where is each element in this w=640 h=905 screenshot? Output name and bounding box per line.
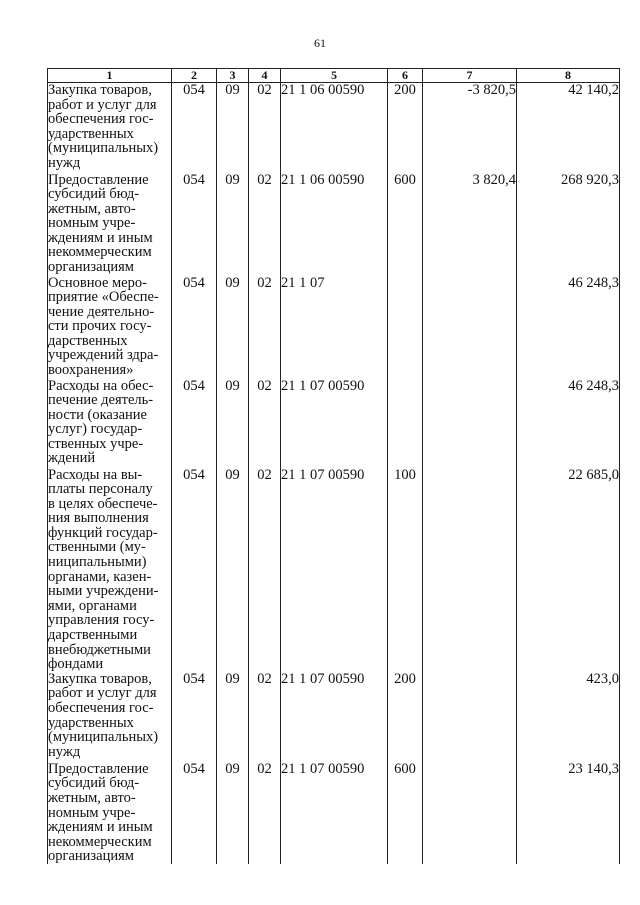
item-name <box>48 468 172 672</box>
table-row <box>48 276 620 379</box>
item-name-line: ями, органами <box>48 597 137 614</box>
item-name-line: Расходы на вы- <box>48 466 143 483</box>
change-amount: -3 820,5 <box>423 83 517 173</box>
item-name-line: ния выполнения <box>48 510 149 527</box>
item-name-line: (муниципальных) <box>48 140 159 157</box>
table-row <box>48 379 620 468</box>
subsection-code: 02 <box>249 468 281 672</box>
item-name-line: работ и услуг для <box>48 96 157 113</box>
item-name <box>48 672 172 762</box>
item-name <box>48 83 172 173</box>
item-name-line: ными учреждени- <box>48 583 159 600</box>
page-number: 61 <box>314 36 326 50</box>
item-name-line: функций государ- <box>48 524 158 541</box>
budget-code: 054 <box>172 762 217 864</box>
item-name-line: организациям <box>48 259 134 276</box>
header-col-1: 1 <box>48 69 172 83</box>
target-article: 21 1 07 00590 <box>281 379 388 468</box>
item-name-line: в целях обеспече- <box>48 495 158 512</box>
expense-type: 100 <box>388 468 423 672</box>
subsection-code: 02 <box>249 173 281 276</box>
budget-table <box>47 68 620 864</box>
item-name-line: номным учре- <box>48 804 136 821</box>
total-amount: 22 685,0 <box>517 468 620 672</box>
section-code: 09 <box>217 468 249 672</box>
item-name-line: дарственными <box>48 627 138 644</box>
total-amount: 46 248,3 <box>517 276 620 379</box>
target-article: 21 1 07 00590 <box>281 762 388 864</box>
header-col-5: 5 <box>281 69 388 83</box>
header-col-4: 4 <box>249 69 281 83</box>
table-row <box>48 83 620 173</box>
header-col-8: 8 <box>517 69 620 83</box>
budget-code: 054 <box>172 276 217 379</box>
header-col-7: 7 <box>423 69 517 83</box>
change-amount <box>423 762 517 864</box>
item-name-line: воохранения» <box>48 362 134 379</box>
item-name <box>48 173 172 276</box>
expense-type <box>388 379 423 468</box>
section-code: 09 <box>217 173 249 276</box>
expense-type: 600 <box>388 762 423 864</box>
total-amount: 268 920,3 <box>517 173 620 276</box>
target-article: 21 1 06 00590 <box>281 83 388 173</box>
header-row <box>48 69 620 83</box>
section-code: 09 <box>217 672 249 762</box>
target-article: 21 1 07 00590 <box>281 468 388 672</box>
item-name-line: внебюджетными <box>48 641 151 658</box>
expense-type <box>388 276 423 379</box>
table-row <box>48 468 620 672</box>
item-name-line: нужд <box>48 154 81 171</box>
item-name-line: ниципальными) <box>48 554 147 571</box>
item-name-line: Закупка товаров, <box>48 82 152 98</box>
item-name-line: печение деятель- <box>48 392 154 409</box>
expense-type: 600 <box>388 173 423 276</box>
target-article: 21 1 07 <box>281 276 388 379</box>
item-name-line: ждений <box>48 450 96 467</box>
section-code: 09 <box>217 762 249 864</box>
item-name <box>48 762 172 864</box>
section-code: 09 <box>217 276 249 379</box>
item-name-line: Предоставление <box>48 760 149 777</box>
item-name-line: субсидий бюд- <box>48 775 140 792</box>
total-amount: 423,0 <box>517 672 620 762</box>
change-amount <box>423 468 517 672</box>
item-name-line: ности (оказание <box>48 406 147 423</box>
table-row <box>48 173 620 276</box>
item-name-line: субсидий бюд- <box>48 186 140 203</box>
item-name-line: обеспечения гос- <box>48 700 154 716</box>
item-name-line: обеспечения гос- <box>48 111 154 128</box>
subsection-code: 02 <box>249 379 281 468</box>
budget-code: 054 <box>172 468 217 672</box>
header-col-2: 2 <box>172 69 217 83</box>
item-name-line: дарственных <box>48 332 128 349</box>
item-name-line: ударственных <box>48 125 134 142</box>
item-name-line: ждениям и иным <box>48 229 153 246</box>
item-name-line: учреждений здра- <box>48 347 159 364</box>
total-amount: 46 248,3 <box>517 379 620 468</box>
item-name-line: нужд <box>48 743 81 760</box>
item-name-line: Предоставление <box>48 171 149 188</box>
section-code: 09 <box>217 379 249 468</box>
item-name <box>48 379 172 468</box>
item-name-line: платы персоналу <box>48 481 153 498</box>
item-name-line: услуг) государ- <box>48 421 143 438</box>
total-amount: 42 140,2 <box>517 83 620 173</box>
change-amount <box>423 672 517 762</box>
change-amount: 3 820,4 <box>423 173 517 276</box>
item-name-line: приятие «Обеспе- <box>48 289 159 306</box>
item-name-line: организациям <box>48 848 134 865</box>
table-row <box>48 672 620 762</box>
budget-code: 054 <box>172 173 217 276</box>
subsection-code: 02 <box>249 83 281 173</box>
change-amount <box>423 276 517 379</box>
item-name-line: Расходы на обес- <box>48 377 154 394</box>
item-name-line: ственными (му- <box>48 539 146 556</box>
subsection-code: 02 <box>249 276 281 379</box>
header-col-6: 6 <box>388 69 423 83</box>
item-name-line: фондами <box>48 656 104 673</box>
item-name <box>48 276 172 379</box>
change-amount <box>423 379 517 468</box>
item-name-line: управления госу- <box>48 612 155 629</box>
table-row <box>48 762 620 864</box>
target-article: 21 1 06 00590 <box>281 173 388 276</box>
item-name-line: ждениям и иным <box>48 819 153 836</box>
section-code: 09 <box>217 83 249 173</box>
budget-code: 054 <box>172 83 217 173</box>
budget-code: 054 <box>172 672 217 762</box>
item-name-line: жетным, авто- <box>48 200 136 217</box>
item-name-line: Основное меро- <box>48 274 147 291</box>
item-name-line: ственных учре- <box>48 435 144 452</box>
expense-type: 200 <box>388 83 423 173</box>
item-name-line: органами, казен- <box>48 568 152 585</box>
item-name-line: жетным, авто- <box>48 790 136 806</box>
item-name-line: (муниципальных) <box>48 729 159 746</box>
target-article: 21 1 07 00590 <box>281 672 388 762</box>
expense-type: 200 <box>388 672 423 762</box>
subsection-code: 02 <box>249 762 281 864</box>
item-name-line: сти прочих госу- <box>48 318 152 335</box>
item-name-line: работ и услуг для <box>48 685 157 702</box>
item-name-line: номным учре- <box>48 215 136 232</box>
budget-code: 054 <box>172 379 217 468</box>
total-amount: 23 140,3 <box>517 762 620 864</box>
item-name-line: ударственных <box>48 714 134 731</box>
item-name-line: чение деятельно- <box>48 303 155 320</box>
item-name-line: Закупка товаров, <box>48 670 152 687</box>
item-name-line: некоммерческим <box>48 244 152 261</box>
item-name-line: некоммерческим <box>48 833 152 850</box>
header-col-3: 3 <box>217 69 249 83</box>
subsection-code: 02 <box>249 672 281 762</box>
